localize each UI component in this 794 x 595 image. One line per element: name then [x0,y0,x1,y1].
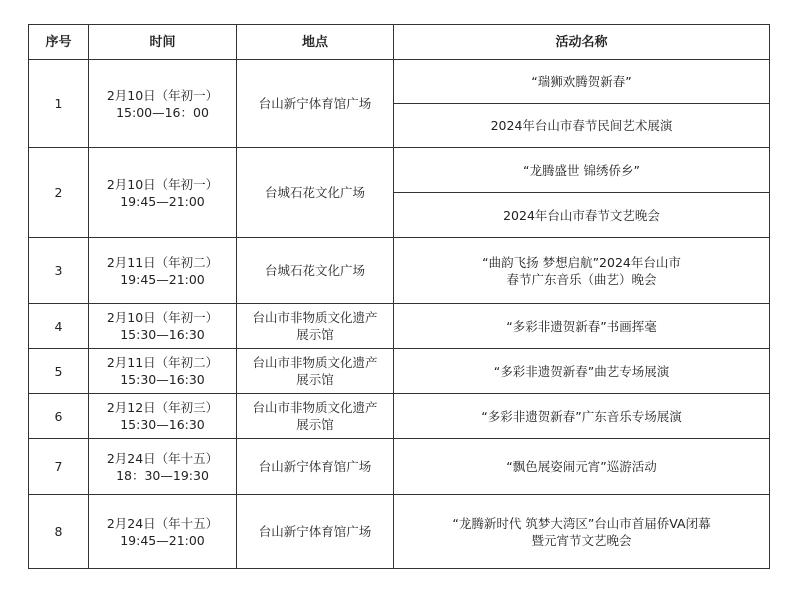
row-date: 2月11日（年初二） [106,355,219,370]
row-activity [394,104,770,148]
row-index: 2 [29,148,89,238]
activity-line1: “多彩非遗贺新春”书画挥毫 [506,318,657,334]
activity-line1: “龙腾新时代 筑梦大湾区”台山市首届侨VA闭幕 [452,515,711,531]
row-place [237,349,394,394]
row-activity [394,349,770,394]
row-place-line1: 台山新宁体育馆广场 [258,524,372,539]
table-row [29,495,770,569]
row-place [237,238,394,304]
row-date: 2月12日（年初三） [106,400,219,415]
schedule-table [28,24,770,569]
row-place-line2: 展示馆 [296,417,334,432]
row-place [237,60,394,148]
row-time [89,394,237,439]
row-time [89,439,237,495]
row-hours: 15:00—16：00 [116,104,209,120]
row-place-line1: 台山市非物质文化遗产 [252,400,378,415]
row-index: 1 [29,60,89,148]
row-date: 2月10日（年初一） [106,310,219,325]
activity-line1: “龙腾盛世 锦绣侨乡” [523,162,640,178]
row-time [89,495,237,569]
row-hours: 15:30—16:30 [120,417,205,432]
row-date: 2月11日（年初二） [106,254,219,270]
row-place-line1: 台城石花文化广场 [264,185,365,200]
table-row [29,148,770,193]
row-hours: 15:30—16:30 [120,327,205,342]
header-time: 时间 [89,25,237,60]
activity-line1: 2024年台山市春节文艺晚会 [503,207,660,223]
activity-line1: “多彩非遗贺新春”广东音乐专场展演 [481,408,682,424]
header-place: 地点 [237,25,394,60]
table-row [29,349,770,394]
row-place-line1: 台山市非物质文化遗产 [252,310,378,325]
row-hours: 19:45—21:00 [120,271,205,287]
header-row [29,25,770,60]
table-row [29,60,770,104]
row-index: 8 [29,495,89,569]
table-row [29,439,770,495]
row-date: 2月10日（年初一） [106,176,219,192]
row-activity [394,439,770,495]
row-hours: 19:45—21:00 [120,532,205,548]
activity-line1: “瑞狮欢腾贺新春” [531,74,632,89]
activity-line2: 春节广东音乐（曲艺）晚会 [506,271,657,287]
row-time [89,349,237,394]
row-index: 5 [29,349,89,394]
row-hours: 15:30—16:30 [120,372,205,387]
row-activity [394,495,770,569]
row-place-line2: 展示馆 [296,327,334,342]
row-activity [394,193,770,238]
table-row [29,238,770,304]
activity-line1: “曲韵飞扬 梦想启航”2024年台山市 [482,254,681,270]
row-date: 2月24日（年十五） [106,450,219,466]
activity-line1: “飘色展姿闹元宵”巡游活动 [506,459,657,474]
row-place [237,439,394,495]
row-hours: 19:45—21:00 [120,193,205,209]
activity-line1: 2024年台山市春节民间艺术展演 [490,118,673,133]
row-activity [394,304,770,349]
row-place [237,148,394,238]
row-place [237,495,394,569]
row-index: 4 [29,304,89,349]
row-place-line1: 台山新宁体育馆广场 [258,459,372,474]
row-index: 6 [29,394,89,439]
header-activity: 活动名称 [394,25,770,60]
row-time [89,148,237,238]
row-place [237,394,394,439]
row-activity [394,238,770,304]
activity-line1: “多彩非遗贺新春”曲艺专场展演 [493,363,670,379]
table-row [29,394,770,439]
row-place [237,304,394,349]
row-place-line1: 台山市非物质文化遗产 [252,355,378,370]
header-index: 序号 [29,25,89,60]
row-activity [394,60,770,104]
row-index: 3 [29,238,89,304]
row-activity [394,148,770,193]
row-index: 7 [29,439,89,495]
row-date: 2月10日（年初一） [106,87,219,103]
activity-line2: 暨元宵节文艺晚会 [531,532,632,548]
row-time [89,60,237,148]
table-row [29,304,770,349]
row-hours: 18：30—19:30 [116,467,209,483]
row-time [89,238,237,304]
row-activity [394,394,770,439]
row-place-line1: 台城石花文化广场 [264,263,365,278]
row-date: 2月24日（年十五） [106,515,219,531]
row-place-line2: 展示馆 [296,372,334,387]
row-time [89,304,237,349]
row-place-line1: 台山新宁体育馆广场 [258,96,372,111]
